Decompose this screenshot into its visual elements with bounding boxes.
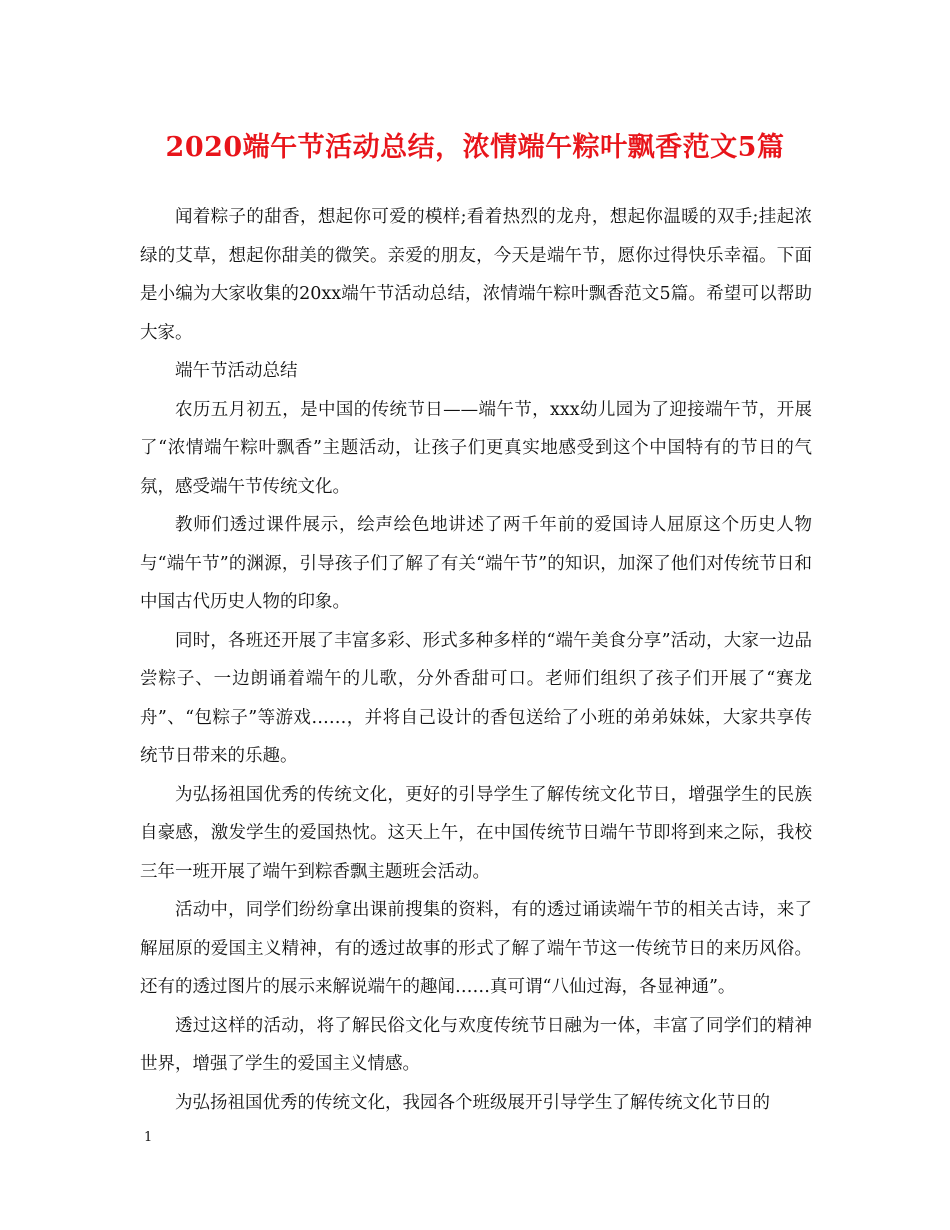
paragraph: 教师们透过课件展示，绘声绘色地讲述了两千年前的爱国诗人屈原这个历史人物与“端午节”的渊源，引导孩子们了解了有关“端午节”的知识，加深了他们对传统节日和中国古代历史人物的印象。 — [140, 515, 812, 612]
document-body — [140, 198, 812, 1122]
paragraph: 为弘扬祖国优秀的传统文化，更好的引导学生了解传统文化节日，增强学生的民族自豪感，激发学生的爱国热忱。这天上午，在中国传统节日端午节即将到来之际，我校三年一班开展了端午到粽香飘主题班会活动。 — [140, 784, 812, 882]
paragraph: 农历五月初五，是中国的传统节日——端午节，xxx幼儿园为了迎接端午节，开展了“浓情端午粽叶飘香”主题活动，让孩子们更真实地感受到这个中国特有的节日的气氛，感受端午节传统文化。 — [140, 399, 812, 497]
section-heading: 端午节活动总结 — [175, 361, 298, 381]
paragraph: 为弘扬祖国优秀的传统文化，我园各个班级展开引导学生了解传统文化节日的 — [175, 1092, 770, 1113]
paragraph: 同时，各班还开展了丰富多彩、形式多种多样的“端午美食分享”活动，大家一边品尝粽子、一边朗诵着端午的儿歌，分外香甜可口。老师们组织了孩子们开展了“赛龙舟”、“包粽子”等游戏……，并将自己设计的香包送给了小班的弟弟妹妹，大家共享传统节日带来的乐趣。 — [140, 630, 812, 766]
paragraph-intro: 闻着粽子的甜香，想起你可爱的模样;看着热烈的龙舟，想起你温暖的双手;挂起浓绿的艾草，想起你甜美的微笑。亲爱的朋友，今天是端午节，愿你过得快乐幸福。下面是小编为大家收集的20xx端午节活动总结，浓情端午粽叶飘香范文5篇。希望可以帮助大家。 — [140, 207, 812, 343]
paragraph: 活动中，同学们纷纷拿出课前搜集的资料，有的透过诵读端午节的相关古诗，来了解屈原的爱国主义精神，有的透过故事的形式了解了端午节这一传统节日的来历风俗。还有的透过图片的展示来解说端午的趣闻……真可谓“八仙过海，各显神通”。 — [140, 900, 812, 997]
document-title: 2020端午节活动总结，浓情端午粽叶飘香范文5篇 — [165, 132, 785, 163]
page-number: 1 — [144, 1130, 153, 1145]
paragraph: 透过这样的活动，将了解民俗文化与欢度传统节日融为一体，丰富了同学们的精神世界，增强了学生的爱国主义情感。 — [140, 1015, 812, 1074]
